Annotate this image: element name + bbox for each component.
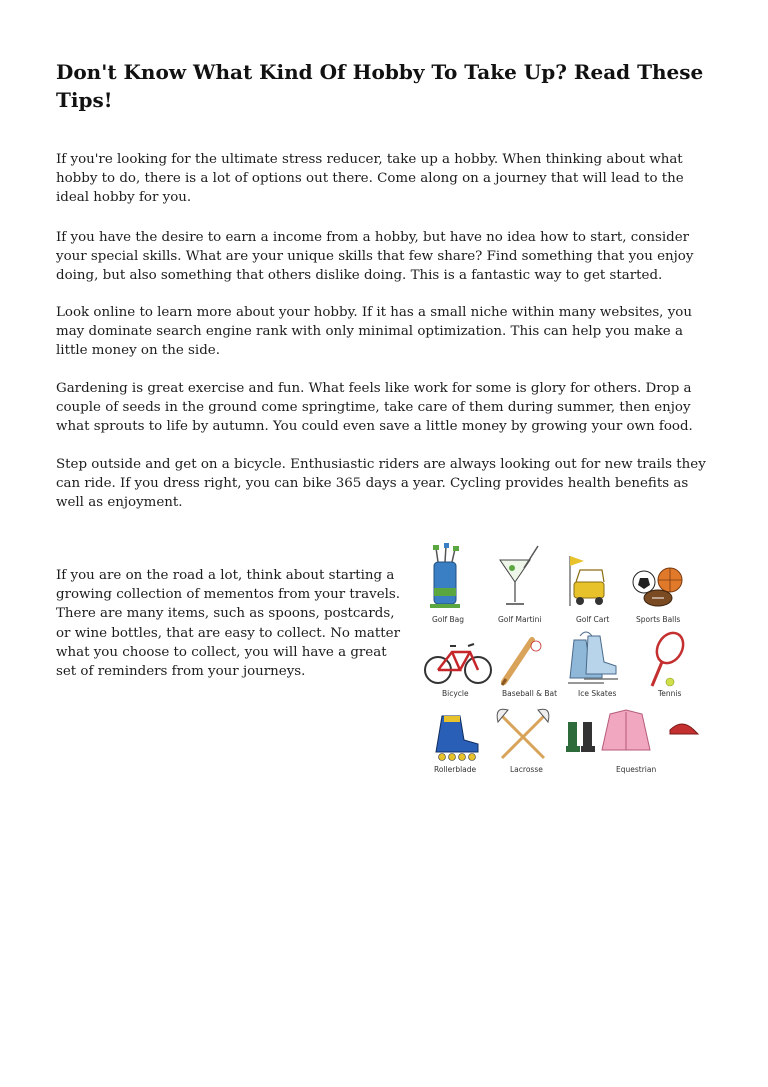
caption-golf-bag: Golf Bag bbox=[432, 615, 465, 624]
paragraph-online: Look online to learn more about your hobby. If it has a small niche within many websites, you may dominate search engine rank with only minimal optimization. This can help you make a little money on the side. bbox=[56, 305, 692, 359]
lacrosse-sticks-icon bbox=[497, 709, 549, 758]
martini-glass-icon bbox=[500, 546, 538, 604]
rollerblade-icon bbox=[436, 716, 478, 761]
equestrian-icon bbox=[566, 710, 698, 752]
caption-rollerblade: Rollerblade bbox=[434, 765, 477, 774]
page-title: Don't Know What Kind Of Hobby To Take Up? Read These Tips! bbox=[56, 60, 704, 112]
caption-equestrian: Equestrian bbox=[616, 765, 657, 774]
caption-lacrosse: Lacrosse bbox=[510, 765, 543, 774]
caption-golf-martini: Golf Martini bbox=[498, 615, 542, 624]
caption-baseball-bat: Baseball & Bat bbox=[502, 689, 558, 698]
caption-sports-balls: Sports Balls bbox=[636, 615, 681, 624]
tennis-racket-icon bbox=[652, 628, 689, 686]
paragraph-gardening: Gardening is great exercise and fun. What feels like work for some is glory for others. Drop a couple of seeds in the ground come springtime, take care of them during summer, then enjoy what sprouts to life by autumn. You could even save a little money by growing your own food. bbox=[56, 381, 693, 435]
baseball-bat-icon bbox=[502, 640, 541, 685]
sports-balls-icon bbox=[633, 568, 682, 606]
golf-cart-icon bbox=[570, 556, 604, 606]
hobbies-illustration bbox=[420, 540, 710, 780]
caption-bicycle: Bicycle bbox=[442, 689, 469, 698]
paragraph-intro: If you're looking for the ultimate stress reducer, take up a hobby. When thinking about what hobby to do, there is a lot of options out there. Come along on a journey that will lead to the ideal hobby for you. bbox=[56, 152, 684, 206]
paragraph-collecting: If you are on the road a lot, think about starting a growing collection of mementos from your travels. There are many items, such as spoons, postcards, or wine bottles, that are easy to collect. No matter what you choose to collect, you will have a great set of reminders from your journeys. bbox=[56, 568, 401, 680]
ice-skates-icon bbox=[568, 632, 618, 683]
caption-tennis: Tennis bbox=[658, 689, 682, 698]
bicycle-icon bbox=[425, 644, 491, 683]
caption-golf-cart: Golf Cart bbox=[576, 615, 610, 624]
caption-ice-skates: Ice Skates bbox=[578, 689, 617, 698]
golf-bag-icon bbox=[430, 543, 460, 608]
paragraph-cycling: Step outside and get on a bicycle. Enthusiastic riders are always looking out for new trails they can ride. If you dress right, you can bike 365 days a year. Cycling provides health benefits as well as enjoyment. bbox=[56, 457, 706, 511]
paragraph-income: If you have the desire to earn a income from a hobby, but have no idea how to start, consider your special skills. What are your unique skills that few share? Find something that you enjoy doing, but also something that others dislike doing. This is a fantastic way to get started. bbox=[56, 230, 694, 284]
